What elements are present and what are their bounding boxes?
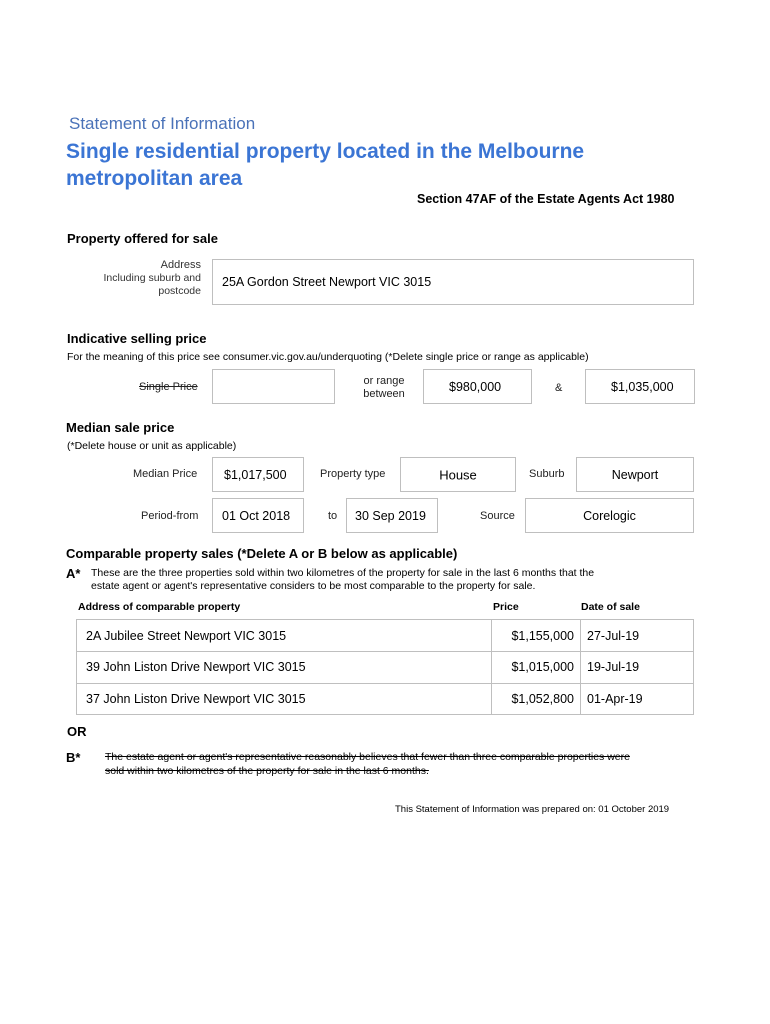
statement-title: Statement of Information	[69, 114, 256, 133]
median-price-label: Median Price	[133, 468, 198, 480]
range-label-line2: between	[363, 388, 405, 400]
property-type-field[interactable]	[400, 457, 516, 492]
table-cell-price[interactable]	[491, 651, 580, 683]
col-address-header: Address of comparable property	[78, 601, 241, 613]
row-address: 37 John Liston Drive Newport VIC 3015	[86, 692, 306, 706]
address-value: 25A Gordon Street Newport VIC 3015	[222, 275, 432, 289]
col-price-header: Price	[493, 601, 519, 613]
period-from-label: Period-from	[141, 510, 199, 522]
row-price: $1,015,000	[511, 660, 574, 674]
range-low-value: $980,000	[449, 379, 502, 394]
source-value: Corelogic	[583, 508, 636, 523]
table-row[interactable]	[77, 651, 491, 683]
median-price-value: $1,017,500	[224, 467, 287, 482]
period-from-field[interactable]	[212, 498, 304, 533]
period-to-value: 30 Sep 2019	[355, 508, 426, 523]
property-type-label: Property type	[320, 468, 386, 480]
option-b-text-line2: sold within two kilometres of the property for sale in the last 6 months.	[105, 765, 429, 777]
comparable-heading: Comparable property sales (*Delete A or B below as applicable)	[66, 546, 458, 561]
single-price-label: Single Price	[139, 381, 198, 393]
table-cell-price[interactable]	[491, 620, 580, 651]
table-cell-date[interactable]	[580, 651, 695, 683]
source-label: Source	[480, 510, 515, 522]
median-heading: Median sale price	[66, 420, 175, 435]
row-price: $1,155,000	[511, 628, 574, 643]
table-cell-date[interactable]	[580, 683, 695, 715]
table-cell-date[interactable]	[580, 620, 695, 651]
or-label: OR	[67, 724, 87, 739]
row-date: 19-Jul-19	[587, 660, 640, 674]
single-price-field[interactable]	[212, 369, 335, 404]
option-a-text-line1: These are the three properties sold within two kilometres of the property for sale in the last 6 months that the	[91, 567, 595, 579]
range-high-field[interactable]	[585, 369, 695, 404]
median-price-field[interactable]	[212, 457, 304, 492]
range-ampersand: &	[555, 382, 563, 394]
period-to-field[interactable]	[346, 498, 438, 533]
address-label-line2: Including suburb and	[103, 272, 201, 284]
option-b-marker: B*	[66, 750, 81, 765]
property-type-value: House	[439, 467, 477, 482]
property-heading: Property offered for sale	[67, 231, 218, 246]
range-low-field[interactable]	[423, 369, 532, 404]
option-b-text	[105, 750, 630, 778]
prepared-date: This Statement of Information was prepared on: 01 October 2019	[395, 804, 670, 815]
option-a-marker: A*	[66, 566, 81, 581]
period-from-value: 01 Oct 2018	[222, 508, 291, 523]
median-note: (*Delete house or unit as applicable)	[67, 440, 237, 452]
table-row[interactable]	[77, 620, 491, 651]
indicative-heading: Indicative selling price	[67, 331, 207, 346]
option-a-text-line2: estate agent or agent's representative considers to be most comparable to the property for sale.	[91, 580, 536, 592]
range-high-value: $1,035,000	[611, 379, 674, 394]
address-label	[60, 259, 201, 298]
option-a-text	[91, 567, 594, 593]
indicative-note: For the meaning of this price see consumer.vic.gov.au/underquoting (*Delete single price or range as applicable)	[67, 351, 589, 363]
act-reference: Section 47AF of the Estate Agents Act 1980	[417, 192, 675, 206]
suburb-value: Newport	[611, 467, 659, 482]
range-label	[354, 375, 414, 401]
row-address: 2A Jubilee Street Newport VIC 3015	[86, 628, 287, 643]
row-date: 01-Apr-19	[587, 692, 643, 706]
comparable-table	[76, 619, 694, 715]
to-label: to	[328, 510, 338, 522]
col-date-header: Date of sale	[581, 601, 640, 613]
address-field[interactable]	[212, 259, 694, 305]
suburb-label: Suburb	[529, 468, 565, 480]
row-price: $1,052,800	[511, 692, 574, 706]
range-label-line1: or range	[363, 375, 405, 387]
table-cell-price[interactable]	[491, 683, 580, 715]
source-field[interactable]	[525, 498, 694, 533]
row-date: 27-Jul-19	[587, 628, 640, 643]
address-label-line3: postcode	[158, 285, 201, 297]
address-label-line1: Address	[160, 259, 201, 271]
suburb-field[interactable]	[576, 457, 694, 492]
option-b-text-line1: The estate agent or agent's representative reasonably believes that fewer than three comparable properties were	[105, 751, 630, 763]
page-title: Single residential property located in the Melbourne metropolitan area	[66, 140, 585, 190]
table-row[interactable]	[77, 683, 491, 715]
row-address: 39 John Liston Drive Newport VIC 3015	[86, 660, 306, 674]
